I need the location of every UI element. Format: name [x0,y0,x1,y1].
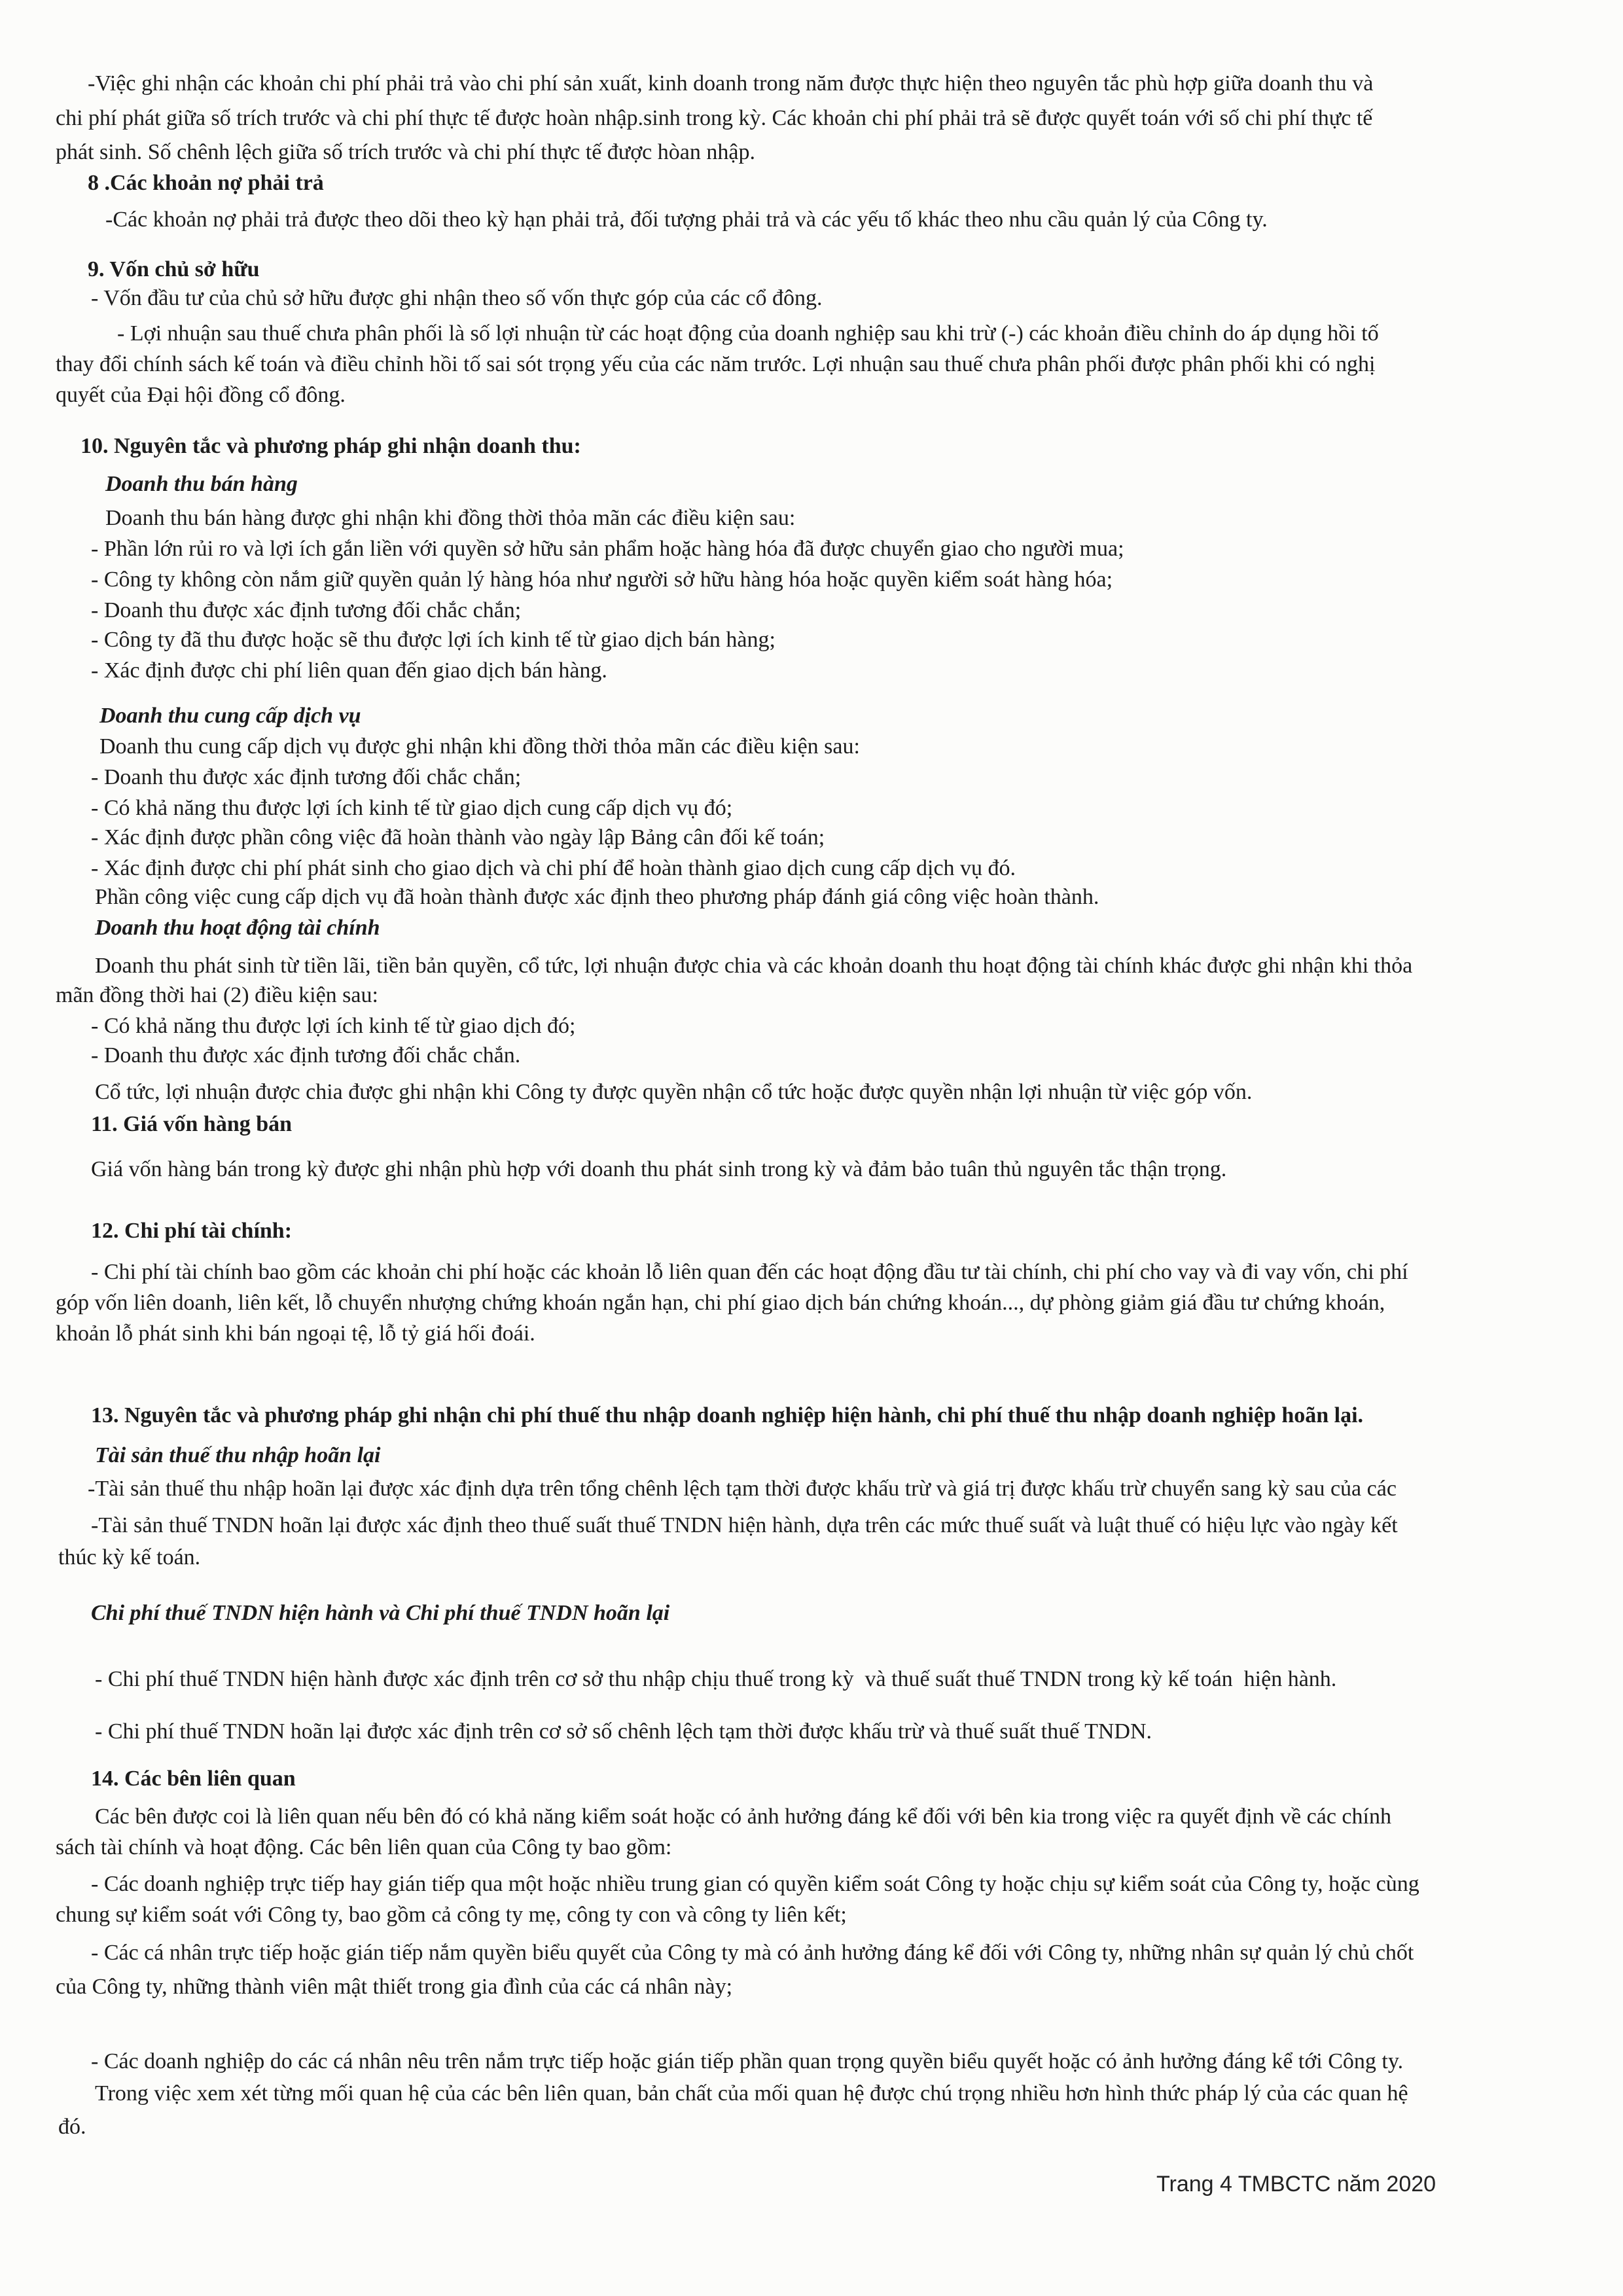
body-line: phát sinh. Số chênh lệch giữa số trích trước và chi phí thực tế được hòan nhập. [56,140,755,164]
body-line: - Các doanh nghiệp do các cá nhân nêu trên nắm trực tiếp hoặc gián tiếp phần quan trọng quyền biểu quyết hoặc có ảnh hưởng đáng kể tới Công ty. [91,2049,1404,2073]
list-item: - Doanh thu được xác định tương đối chắc chắn. [91,1043,521,1067]
section-heading: 9. Vốn chủ sở hữu [88,257,260,281]
body-line: -Việc ghi nhận các khoản chi phí phải trả vào chi phí sản xuất, kinh doanh trong năm được thực hiện theo nguyên tắc phù hợp giữa doanh thu và [88,71,1374,96]
subsection-heading: Doanh thu bán hàng [105,472,298,496]
list-item: - Doanh thu được xác định tương đối chắc chắn; [91,598,522,622]
list-item: - Công ty đã thu được hoặc sẽ thu được lợi ích kinh tế từ giao dịch bán hàng; [91,628,776,652]
body-line: - Các cá nhân trực tiếp hoặc gián tiếp nắm quyền biểu quyết của Công ty mà có ảnh hưởng đáng kể đối với Công ty, những nhân sự quản lý chủ chốt [91,1941,1414,1965]
body-line: mãn đồng thời hai (2) điều kiện sau: [56,983,378,1007]
list-item: - Có khả năng thu được lợi ích kinh tế từ giao dịch đó; [91,1014,576,1038]
body-line: Các bên được coi là liên quan nếu bên đó có khả năng kiểm soát hoặc có ảnh hưởng đáng kể đối với bên kia trong việc ra quyết định về các chính [95,1804,1391,1829]
list-item: - Có khả năng thu được lợi ích kinh tế từ giao dịch cung cấp dịch vụ đó; [91,796,733,820]
list-item: - Xác định được chi phí liên quan đến giao dịch bán hàng. [91,658,607,683]
body-line: thay đổi chính sách kế toán và điều chỉnh hồi tố sai sót trọng yếu của các năm trước. Lợi nhuận sau thuế chưa phân phối được phân phối khi có nghị [56,352,1376,376]
body-line: -Các khoản nợ phải trả được theo dõi theo kỳ hạn phải trả, đối tượng phải trả và các yếu tố khác theo nhu cầu quản lý của Công ty. [105,207,1268,232]
list-item: - Doanh thu được xác định tương đối chắc chắn; [91,765,522,789]
subsection-heading: Tài sản thuế thu nhập hoãn lại [95,1443,381,1467]
body-line: chi phí phát giữa số trích trước và chi phí thực tế được hoàn nhập.sinh trong kỳ. Các khoản chi phí phải trả sẽ được quyết toán với số chi phí thực tế [56,106,1373,130]
body-line: Doanh thu cung cấp dịch vụ được ghi nhận khi đồng thời thỏa mãn các điều kiện sau: [99,734,860,759]
body-line: sách tài chính và hoạt động. Các bên liên quan của Công ty bao gồm: [56,1835,672,1859]
section-heading: 11. Giá vốn hàng bán [91,1112,293,1136]
body-line: - Chi phí thuế TNDN hoãn lại được xác định trên cơ sở số chênh lệch tạm thời được khấu trừ và thuế suất thuế TNDN. [95,1719,1152,1744]
list-item: - Xác định được phần công việc đã hoàn thành vào ngày lập Bảng cân đối kế toán; [91,825,825,850]
body-line: Phần công việc cung cấp dịch vụ đã hoàn thành được xác định theo phương pháp đánh giá công việc hoàn thành. [95,885,1099,909]
body-line: - Lợi nhuận sau thuế chưa phân phối là số lợi nhuận từ các hoạt động của doanh nghiệp sau khi trừ (-) các khoản điều chỉnh do áp dụng hồi tố [117,321,1379,346]
body-line: - Chi phí thuế TNDN hiện hành được xác định trên cơ sở thu nhập chịu thuế trong kỳ và thuế suất thuế TNDN trong kỳ kế toán hiện hành. [95,1667,1337,1691]
subsection-heading: Doanh thu hoạt động tài chính [95,916,380,940]
subsection-heading: Doanh thu cung cấp dịch vụ [99,704,361,728]
body-line: quyết của Đại hội đồng cổ đông. [56,383,346,407]
body-line: Giá vốn hàng bán trong kỳ được ghi nhận phù hợp với doanh thu phát sinh trong kỳ và đảm bảo tuân thủ nguyên tắc thận trọng. [91,1157,1227,1181]
body-line: của Công ty, những thành viên mật thiết trong gia đình của các cá nhân này; [56,1975,733,1999]
section-heading: 10. Nguyên tắc và phương pháp ghi nhận doanh thu: [80,434,581,458]
body-line: - Chi phí tài chính bao gồm các khoản chi phí hoặc các khoản lỗ liên quan đến các hoạt động đầu tư tài chính, chi phí cho vay và đi vay vốn, chi phí [91,1260,1408,1284]
section-heading: 13. Nguyên tắc và phương pháp ghi nhận chi phí thuế thu nhập doanh nghiệp hiện hành, chi phí thuế thu nhập doanh nghiệp hoãn lại. [91,1403,1364,1427]
subsection-heading: Chi phí thuế TNDN hiện hành và Chi phí thuế TNDN hoãn lại [91,1601,670,1625]
section-heading: 14. Các bên liên quan [91,1767,296,1791]
section-heading: 12. Chi phí tài chính: [91,1219,293,1243]
list-item: - Công ty không còn nắm giữ quyền quản lý hàng hóa như người sở hữu hàng hóa hoặc quyền kiểm soát hàng hóa; [91,567,1113,592]
list-item: - Xác định được chi phí phát sinh cho giao dịch và chi phí để hoàn thành giao dịch cung cấp dịch vụ đó. [91,856,1016,880]
body-line: khoản lỗ phát sinh khi bán ngoại tệ, lỗ tỷ giá hối đoái. [56,1321,535,1346]
body-line: góp vốn liên doanh, liên kết, lỗ chuyển nhượng chứng khoán ngắn hạn, chi phí giao dịch bán chứng khoán..., dự phòng giảm giá đầu tư chứng khoán, [56,1291,1385,1315]
section-heading: 8 .Các khoản nợ phải trả [88,171,324,195]
body-line: đó. [58,2115,86,2139]
page-footer: Trang 4 TMBCTC năm 2020 [1156,2172,1436,2197]
body-line: Cổ tức, lợi nhuận được chia được ghi nhận khi Công ty được quyền nhận cổ tức hoặc được quyền nhận lợi nhuận từ việc góp vốn. [95,1080,1253,1104]
body-line: -Tài sản thuế thu nhập hoãn lại được xác định dựa trên tổng chênh lệch tạm thời được khấu trừ và giá trị được khấu trừ chuyển sang kỳ sau của các [88,1477,1397,1501]
body-line: Trong việc xem xét từng mối quan hệ của các bên liên quan, bản chất của mối quan hệ được chú trọng nhiều hơn hình thức pháp lý của các quan hệ [95,2081,1408,2106]
body-line: -Tài sản thuế TNDN hoãn lại được xác định theo thuế suất thuế TNDN hiện hành, dựa trên các mức thuế suất và luật thuế có hiệu lực vào ngày kết [91,1513,1398,1537]
body-line: - Vốn đầu tư của chủ sở hữu được ghi nhận theo số vốn thực góp của các cổ đông. [91,286,823,310]
body-line: Doanh thu bán hàng được ghi nhận khi đồng thời thỏa mãn các điều kiện sau: [105,506,796,530]
body-line: thúc kỳ kế toán. [58,1545,201,1570]
body-line: - Các doanh nghiệp trực tiếp hay gián tiếp qua một hoặc nhiều trung gian có quyền kiểm soát Công ty hoặc chịu sự kiểm soát của Công ty, hoặc cùng [91,1872,1419,1896]
list-item: - Phần lớn rủi ro và lợi ích gắn liền với quyền sở hữu sản phẩm hoặc hàng hóa đã được chuyển giao cho người mua; [91,537,1124,561]
body-line: Doanh thu phát sinh từ tiền lãi, tiền bản quyền, cổ tức, lợi nhuận được chia và các khoản doanh thu hoạt động tài chính khác được ghi nhận khi thỏa [95,954,1413,978]
body-line: chung sự kiểm soát với Công ty, bao gồm cả công ty mẹ, công ty con và công ty liên kết; [56,1903,847,1927]
